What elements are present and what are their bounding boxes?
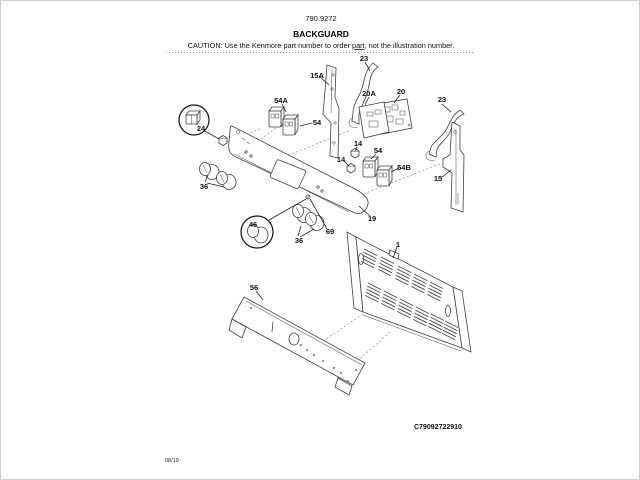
bracket-56: [229, 297, 365, 395]
callout-14-lower: 14: [336, 155, 346, 164]
knob-36-lower-pair: [293, 205, 325, 231]
caution-underlined-word: part: [352, 41, 365, 50]
callout-56: 56: [249, 283, 259, 292]
callout-54-upper: 54: [312, 118, 322, 127]
screw-69: [306, 195, 310, 199]
switch-54-middle: [363, 157, 378, 177]
switch-54b: [377, 166, 392, 186]
callout-24: 24: [196, 124, 206, 133]
callout-36-left: 36: [199, 182, 209, 191]
caution-suffix: , not the illustration number.: [364, 41, 455, 50]
backguard-exploded-diagram: [1, 1, 639, 479]
balloon-24: [179, 105, 219, 139]
switch-54-upper: [283, 115, 298, 135]
callout-19: 19: [367, 214, 377, 223]
callout-69: 69: [325, 227, 335, 236]
rear-vent-panel-1: [347, 232, 471, 352]
callout-54b: 54B: [397, 163, 411, 172]
clip-14-upper: [351, 149, 359, 159]
callout-54a: 54A: [274, 96, 288, 105]
bracket-15a: [323, 65, 339, 158]
publication-code: C79092722910: [414, 424, 462, 431]
callout-54-middle: 54: [373, 146, 383, 155]
clip-24-target: [219, 136, 227, 146]
callout-36-lower: 36: [294, 236, 304, 245]
model-number: 790.9272: [305, 14, 337, 23]
date-code: 08/19: [165, 458, 179, 464]
callout-46: 46: [248, 220, 258, 229]
caution-note: [188, 41, 454, 50]
callout-23-left: 23: [359, 54, 369, 63]
callout-20: 20: [396, 87, 406, 96]
page-title: BACKGUARD: [293, 29, 349, 39]
callout-20a: 20A: [362, 89, 376, 98]
overlay-20a: [359, 102, 389, 138]
callout-14-upper: 14: [353, 139, 363, 148]
callout-15: 15: [433, 174, 443, 183]
callout-23-right: 23: [437, 95, 447, 104]
callout-15a: 15A: [310, 71, 324, 80]
caution-prefix: CAUTION: Use the Kenmore part number to order: [187, 41, 353, 50]
switch-54a: [269, 107, 284, 127]
callout-1: 1: [395, 240, 401, 249]
